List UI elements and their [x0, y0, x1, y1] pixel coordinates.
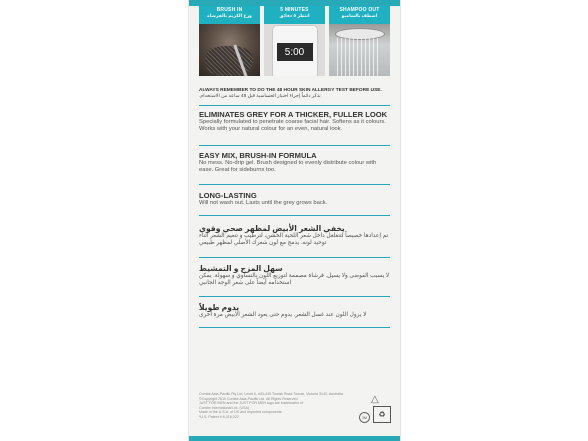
benefit-title-ar: يدوم طويلاً	[199, 303, 240, 312]
allergy-warning-en: ALWAYS REMEMBER TO DO THE 48 HOUR SKIN ALLERGY TEST BEFORE USE.	[199, 88, 382, 93]
benefit-body-ar: لا يزول اللون عند غسل الشعر. يدوم حتى يعود الشعر الأبيض مرة أخرى	[199, 312, 367, 318]
timer-display: 5:00	[277, 43, 313, 61]
beard-brush-photo	[199, 24, 260, 76]
benefit-easy-mix-ar	[199, 264, 390, 297]
benefit-title-ar: سهل المزج و التمشيط	[199, 264, 283, 273]
benefit-title: EASY MIX, BRUSH-IN FORMULA	[199, 151, 317, 160]
period-after-opening-badge: 3M	[359, 412, 370, 423]
fine-print	[199, 392, 349, 420]
fine-print-line: *U.S. Patent # 6,318,022	[199, 414, 239, 419]
step-5-minutes	[264, 6, 325, 76]
benefit-title: LONG-LASTING	[199, 191, 257, 200]
allergy-warning-ar: تذكر دائماً إجراء اختبار الحساسية قبل 48 ساعة من الاستخدام.	[199, 94, 321, 99]
step-title: BRUSH IN	[216, 7, 243, 13]
fine-print-line: Combe International Ltd. (USA)	[199, 405, 250, 410]
phone-timer-photo	[264, 24, 325, 76]
step-header	[199, 6, 260, 24]
step-brush-in	[199, 6, 260, 76]
phone-icon	[272, 25, 318, 76]
warning-triangle-icon: △	[371, 394, 379, 405]
allergy-warning	[199, 88, 390, 106]
disposal-icon: ♻	[373, 406, 391, 423]
product-box-panel	[189, 0, 400, 441]
benefit-title-ar: يخفي الشعر الأبيض لمظهر صحي وقوي	[199, 224, 345, 233]
benefit-long-lasting	[199, 191, 390, 216]
fine-print-line: Combe Asia-Pacific Pty Ltd, Level 6, 443-449 Toorak Road Toorak, Victoria 3142, Australia	[199, 392, 343, 396]
benefit-long-lasting-ar	[199, 303, 390, 328]
benefit-title: ELIMINATES GREY FOR A THICKER, FULLER LOOK	[199, 110, 388, 119]
benefit-body: No mess. No-drip gel. Brush designed to evenly distribute colour with ease. Great for sideburns too.	[199, 160, 377, 174]
shower-photo	[329, 24, 390, 76]
fine-print-line: ©Copyright 2010 Combe Asia-Pacific Ltd. All Rights Reserved	[199, 396, 298, 401]
bottom-accent-bar	[189, 436, 400, 441]
step-header	[264, 6, 325, 24]
benefit-body: Specially formulated to penetrate coarse facial hair. Softens as it colours. Works with your natural colour for an even, natural look.	[199, 119, 386, 133]
water-stream	[337, 38, 381, 76]
benefit-eliminates-grey	[199, 110, 390, 146]
step-header	[329, 6, 390, 24]
benefit-body: Will not wash out. Lasts until the grey grows back.	[199, 200, 328, 206]
benefit-eliminates-grey-ar	[199, 224, 390, 258]
step-title-ar: اشطف بالشامبو	[341, 13, 378, 18]
fine-print-line: Made in the U.S.A. of US and imported components	[199, 410, 282, 415]
step-title: 5 MINUTES	[280, 7, 309, 13]
step-title-ar: وزع الكريم بالفرشاة	[207, 13, 252, 18]
fine-print-line: JUST FOR MEN and the JUST FOR MEN logo are trademarks of	[199, 401, 303, 406]
benefit-body-ar: لا يسبب الفوضى ولا يسيل. فرشاة مصممة لتوزيع اللون بالتساوي و سهولة. يمكن استخدامه أيضاً على شعر الوجه الجانبي	[199, 273, 390, 287]
step-title: SHAMPOO OUT	[339, 7, 380, 13]
benefit-easy-mix	[199, 151, 390, 185]
step-shampoo-out	[329, 6, 390, 76]
benefit-body-ar: تم إعدادها خصيصاً لتتغلغل داخل شعر اللحية الخشن، لترطيب و تنعيم الشعر أثناء توحيد لونه. يدمج مع لون شعرك الأصلي لمظهر طبيعي	[199, 233, 389, 247]
instruction-steps	[199, 6, 390, 76]
step-title-ar: انتظر ٥ دقائق	[279, 13, 310, 18]
